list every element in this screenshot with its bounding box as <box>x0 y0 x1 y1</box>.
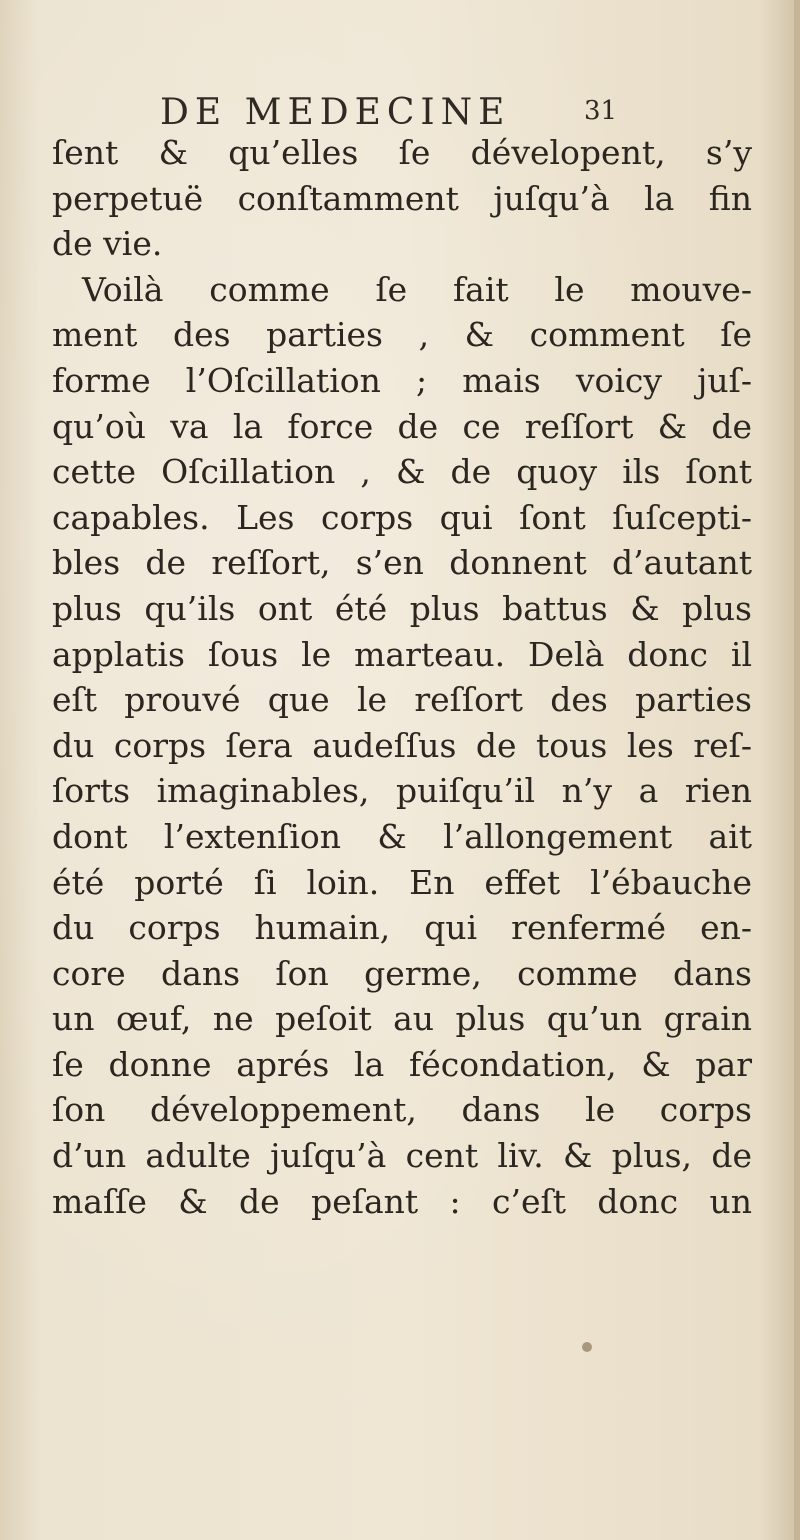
text-line: dont l’extenſion & l’allongement ait <box>52 816 752 856</box>
page-number: 31 <box>584 96 618 126</box>
running-title: DE MEDECINE <box>160 92 511 133</box>
text-line: core dans ſon germe, comme dans <box>52 953 752 993</box>
text-line: qu’où va la force de ce reſſort & de <box>52 406 752 446</box>
text-line: plus qu’ils ont été plus battus & plus <box>52 588 752 628</box>
text-line: bles de reſſort, s’en donnent d’autant <box>52 543 752 583</box>
text-line: forme l’Oſcillation ; mais voicy juſ- <box>52 360 752 400</box>
ink-spot <box>582 1342 592 1352</box>
text-line: perpetuë conſtamment juſqu’à la fin <box>52 178 752 218</box>
text-line: Voilà comme ſe fait le mouve- <box>82 269 752 309</box>
text-line: ſon développement, dans le corps <box>52 1090 752 1130</box>
text-line: ment des parties , & comment ſe <box>52 315 752 355</box>
text-line: applatis ſous le marteau. Delà donc il <box>52 634 752 674</box>
text-line: été porté ſi loin. En effet l’ébauche <box>52 862 752 902</box>
text-line: ſorts imaginables, puiſqu’il n’y a rien <box>52 771 752 811</box>
text-line: ſe donne aprés la fécondation, & par <box>52 1044 752 1084</box>
page-edge <box>794 0 800 1540</box>
text-line: capables. Les corps qui ſont ſuſcepti- <box>52 497 752 537</box>
body-text <box>52 130 752 1224</box>
text-line: du corps humain, qui renfermé en- <box>52 908 752 948</box>
text-line: ſent & qu’elles ſe dévelopent, s’y <box>52 133 752 172</box>
text-line: un œuf, ne peſoit au plus qu’un grain <box>52 999 752 1039</box>
text-line: de vie. <box>52 224 163 264</box>
text-line: eſt prouvé que le reſſort des parties <box>52 680 752 720</box>
text-line: cette Oſcillation , & de quoy ils ſont <box>52 452 752 492</box>
text-line: maſſe & de peſant : c’eſt donc un <box>52 1181 752 1221</box>
text-line: d’un adulte juſqu’à cent liv. & plus, de <box>52 1136 752 1176</box>
text-line: du corps ſera audeſſus de tous les reſ- <box>52 725 752 765</box>
